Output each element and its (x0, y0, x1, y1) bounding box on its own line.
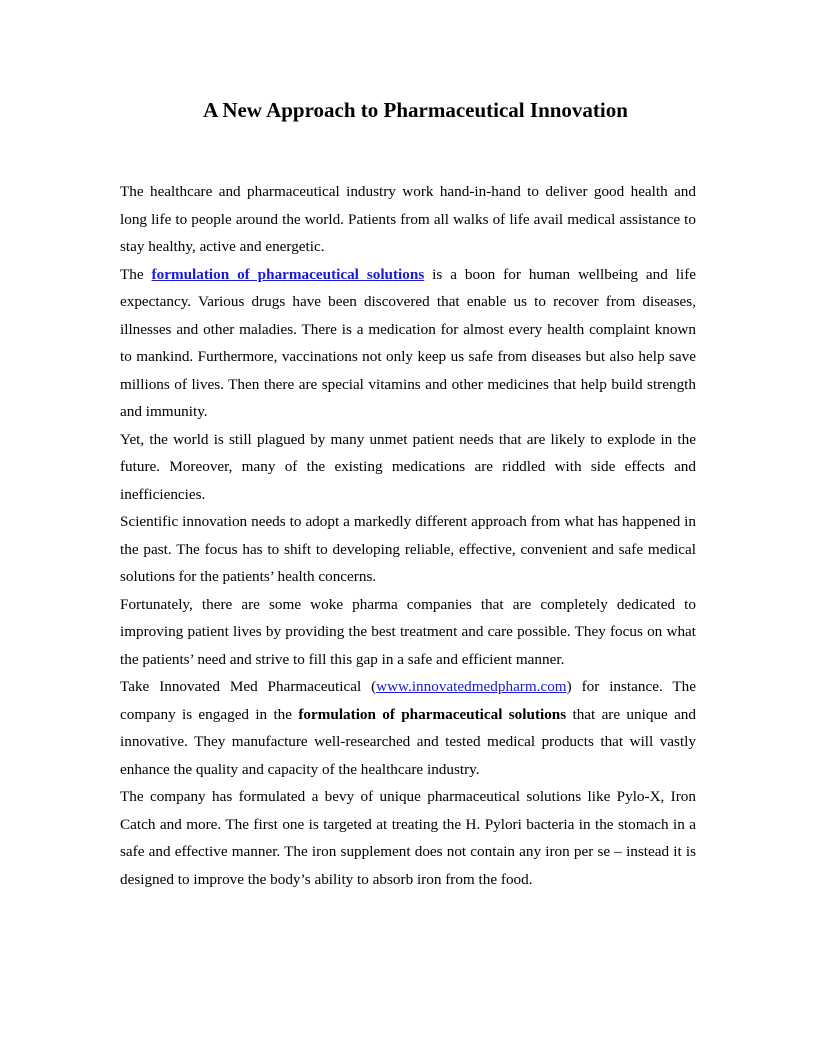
paragraph-unmet-needs: Yet, the world is still plagued by many unmet patient needs that are likely to explode in the future. Moreover, many of the existing medications are riddled with side effects and inefficiencies. (120, 430, 696, 503)
website-link[interactable]: www.innovatedmedpharm.com (376, 678, 567, 695)
paragraph-innovated-med (120, 673, 696, 783)
formulation-bold-text: formulation of pharmaceutical solutions (298, 705, 567, 723)
paragraph-woke-pharma: Fortunately, there are some woke pharma companies that are completely dedicated to improving patient lives by providing the best treatment and care possible. They focus on what the patients’ need and strive to fill this gap in a safe and efficient manner. (120, 595, 696, 668)
paragraph-innovated-med-middle: ) for instance. The company is engaged in the (120, 678, 696, 723)
paragraph-intro: The healthcare and pharmaceutical industry work hand-in-hand to deliver good health and long life to people around the world. Patients from all walks of life avail medical assistance to stay healthy, active and energetic. (120, 183, 696, 255)
document-title: A New Approach to Pharmaceutical Innovation (203, 98, 628, 122)
paragraph-formulation-rest: is a boon for human wellbeing and life expectancy. Various drugs have been discovered that enable us to recover from diseases, illnesses and other maladies. There is a medication for almost every health complaint known to mankind. Furthermore, vaccinations not only keep us safe from diseases but also help save millions of lives. Then there are special vitamins and other medicines that help build strength and immunity. (120, 265, 696, 420)
paragraph-innovated-med-rest: that are unique and innovative. They manufacture well-researched and tested medical products that will vastly enhance the quality and capacity of the healthcare industry. (120, 705, 696, 778)
document-page (120, 96, 696, 893)
paragraph-innovated-med-lead: Take Innovated Med Pharmaceutical ( (120, 678, 377, 695)
paragraph-formulation (120, 261, 696, 426)
paragraph-scientific-innovation: Scientific innovation needs to adopt a markedly different approach from what has happened in the past. The focus has to shift to developing reliable, effective, convenient and safe medical solutions for the patients’ health concerns. (120, 513, 696, 585)
formulation-link[interactable]: formulation of pharmaceutical solutions (151, 265, 425, 283)
document-body (120, 178, 696, 893)
paragraph-products: The company has formulated a bevy of unique pharmaceutical solutions like Pylo-X, Iron Catch and more. The first one is targeted at treating the H. Pylori bacteria in the stomach in a safe and effective manner. The iron supplement does not contain any iron per se – instead it is designed to improve the body’s ability to absorb iron from the food. (120, 788, 696, 888)
paragraph-formulation-lead: The (120, 265, 152, 283)
